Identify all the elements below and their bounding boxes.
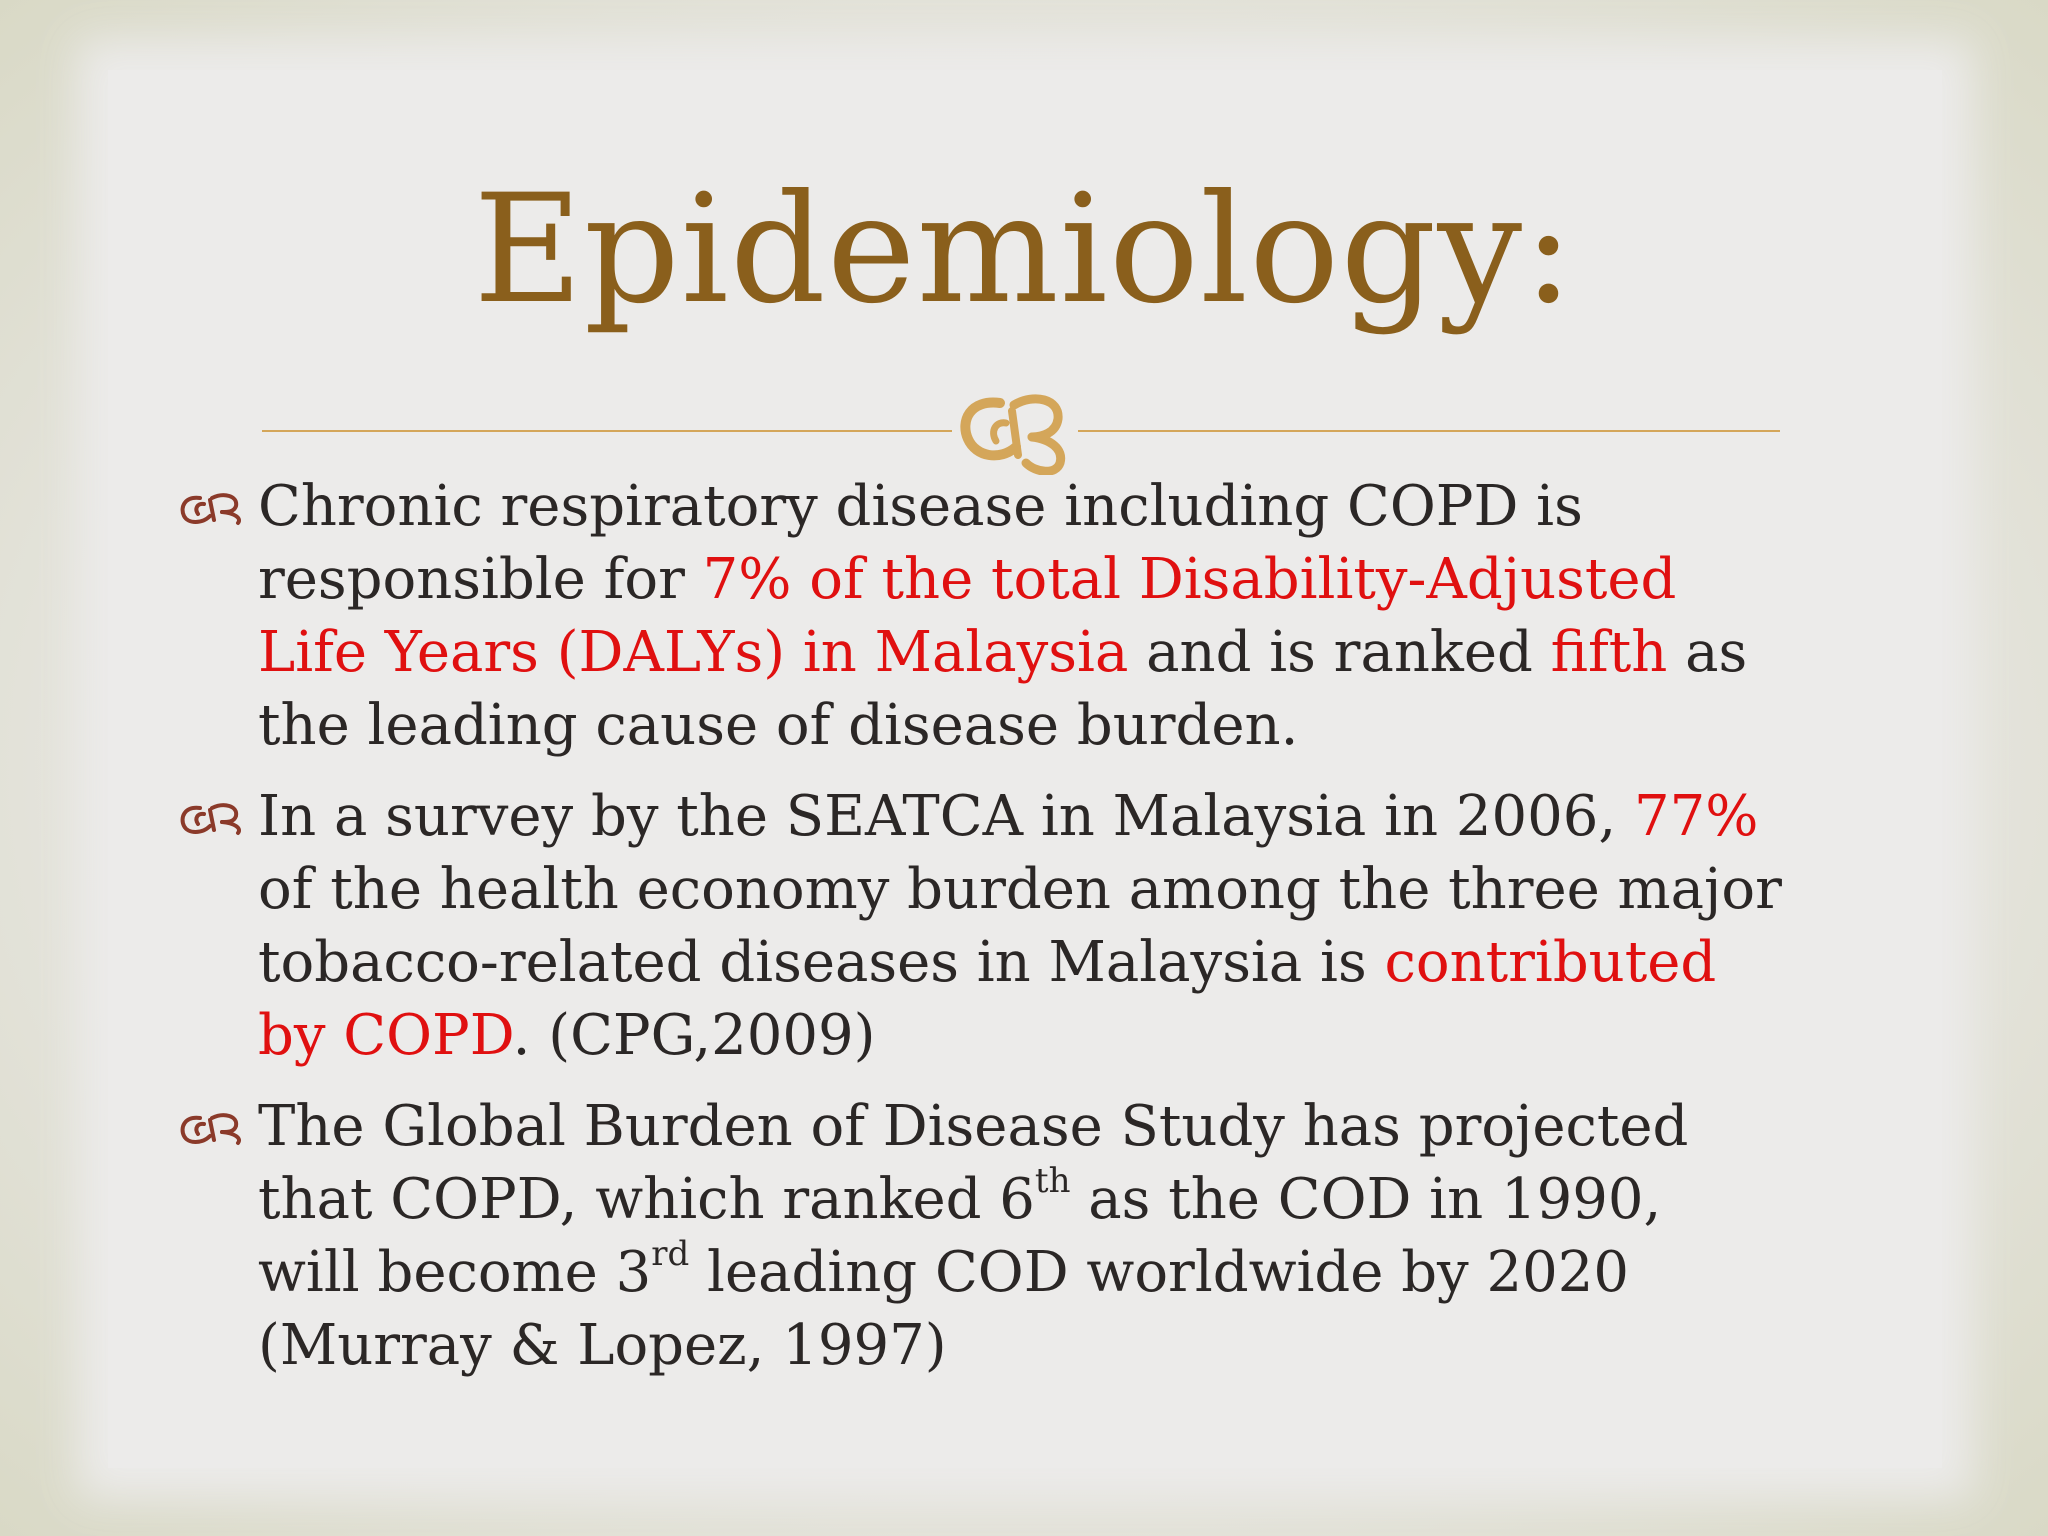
bullet-line: Life Years (DALYs) in Malaysia and is ranked fifth as [258,620,1748,685]
title-divider-right [1078,430,1780,432]
highlight-text: Life Years (DALYs) in Malaysia [258,620,1129,685]
bullet-line: will become 3rd leading COD worldwide by 2020 [258,1234,1630,1305]
bullet-line: tobacco-related diseases in Malaysia is contributed [258,930,1717,995]
superscript: th [1034,1161,1071,1202]
highlight-text: 77% [1634,784,1759,849]
bullet-line: (Murray & Lopez, 1997) [258,1313,947,1378]
scroll-bullet-icon [176,1110,246,1146]
bullet-item [258,1090,1898,1382]
highlight-text: by COPD [258,1003,513,1068]
scroll-bullet-icon [176,800,246,836]
scroll-ornament-icon [952,385,1078,475]
title-divider-left [262,430,952,432]
highlight-text: 7% of the total Disability-Adjusted [702,547,1677,612]
bullet-line: that COPD, which ranked 6th as the COD in 1990, [258,1161,1662,1232]
highlight-text: fifth [1550,620,1668,685]
scroll-bullet-icon [176,490,246,526]
bullet-line: the leading cause of disease burden. [258,693,1299,758]
bullet-line: of the health economy burden among the three major [258,857,1782,922]
bullet-line: responsible for 7% of the total Disability-Adjusted [258,547,1677,612]
bullet-line: The Global Burden of Disease Study has projected [258,1094,1689,1159]
bullet-item [258,470,1898,762]
slide-title: Epidemiology: [473,163,1575,337]
bullet-line: by COPD. (CPG,2009) [258,1003,876,1068]
bullet-item [258,780,1898,1072]
bullet-line: In a survey by the SEATCA in Malaysia in 2006, 77% [258,784,1759,849]
highlight-text: contributed [1384,930,1717,995]
bullet-line: Chronic respiratory disease including COPD is [258,474,1583,539]
superscript: rd [651,1234,690,1275]
